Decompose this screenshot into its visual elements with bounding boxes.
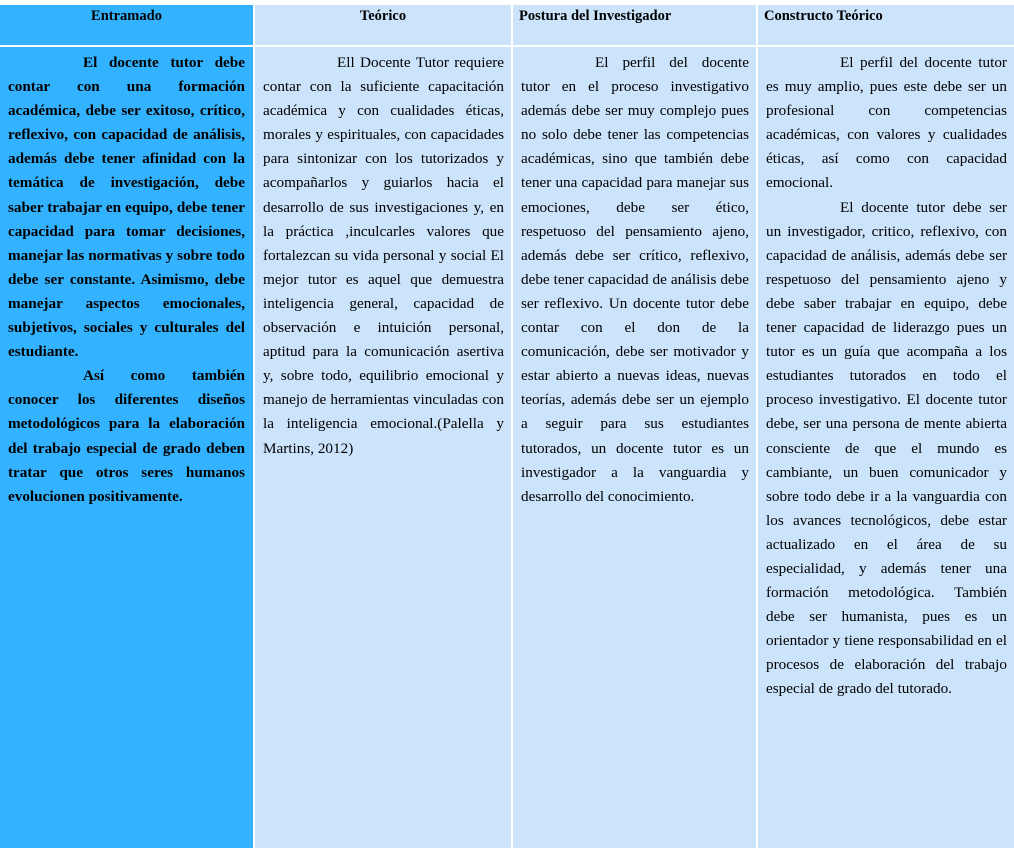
header-postura-investigador: Postura del Investigador [513,5,756,45]
cell-teorico [255,47,511,848]
comparison-table [0,5,1014,848]
entramado-paragraph-1: El docente tutor debe contar con una formación académica, debe ser exitoso, crítico, reflexivo, con capacidad de análisis, además debe tener afinidad con la temática de investigación, debe saber trabajar en equipo, debe tener capacidad para tomar decisiones, manejar las normativas y sobre todo debe ser constante. Asimismo, debe manejar aspectos emocionales, subjetivos, sociales y culturales del estudiante. [8,54,245,361]
cell-constructo-teorico [758,47,1014,848]
cell-entramado [0,47,253,848]
entramado-paragraph-2: Así como también conocer los diferentes diseños metodológicos para la elaboración del trabajo especial de grado deben tratar que otros seres humanos evolucionen positivamente. [8,367,245,505]
header-entramado: Entramado [0,5,253,45]
cell-postura-investigador [513,47,756,848]
teorico-paragraph-1: Ell Docente Tutor requiere contar con la suficiente capacitación académica y con cualidades éticas, morales y espirituales, con capacidades para sintonizar con los tutorizados y acompañarlos y guiarlos hacia el desarrollo de sus investigaciones y, en la práctica ,inculcarles valores que fortalezcan su vida personal y social El mejor tutor es aquel que demuestra inteligencia general, capacidad de observación e intuición personal, aptitud para la comunicación asertiva y, sobre todo, equilibrio emocional y manejo de herramientas vinculadas con la inteligencia emocional.(Palella y Martins, 2012) [263,54,504,457]
constructo-paragraph-2: El docente tutor debe ser un investigador, critico, reflexivo, con capacidad de análisis, además debe ser respetuoso del pensamiento ajeno y debe saber trabajar en equipo, debe tener capacidad de liderazgo pues un tutor es un guía que acompaña a los estudiantes tutorados en todo el proceso investigativo. El docente tutor debe, ser una persona de mente abierta consciente de que el mundo es cambiante, un buen comunicador y sobre todo debe ir a la vanguardia con los avances tecnológicos, debe estar actualizado en el área de su especialidad, y además tener una formación metodológica. También debe ser humanista, pues es un orientador y tiene responsabilidad en el procesos de elaboración del trabajo especial de grado del tutorado. [766,198,1007,698]
header-constructo-teorico: Constructo Teórico [758,5,1014,45]
header-teorico: Teórico [255,5,511,45]
postura-paragraph-1: El perfil del docente tutor en el proceso investigativo además debe ser muy complejo pues no solo debe tener las competencias académicas, sino que también debe tener una capacidad para manejar sus emociones, debe ser ético, respetuoso del pensamiento ajeno, además debe ser crítico, reflexivo, debe tener capacidad de análisis debe ser reflexivo. Un docente tutor debe contar con el don de la comunicación, debe ser motivador y estar abierto a nuevas ideas, nuevas teorías, además debe ser un ejemplo a seguir para sus estudiantes tutorados, un docente tutor es un investigador a la vanguardia y desarrollo del conocimiento. [521,54,749,505]
constructo-paragraph-1: El perfil del docente tutor es muy amplio, pues este debe ser un profesional con competencias académicas, con valores y cualidades éticas, así como con capacidad emocional. [766,54,1007,192]
